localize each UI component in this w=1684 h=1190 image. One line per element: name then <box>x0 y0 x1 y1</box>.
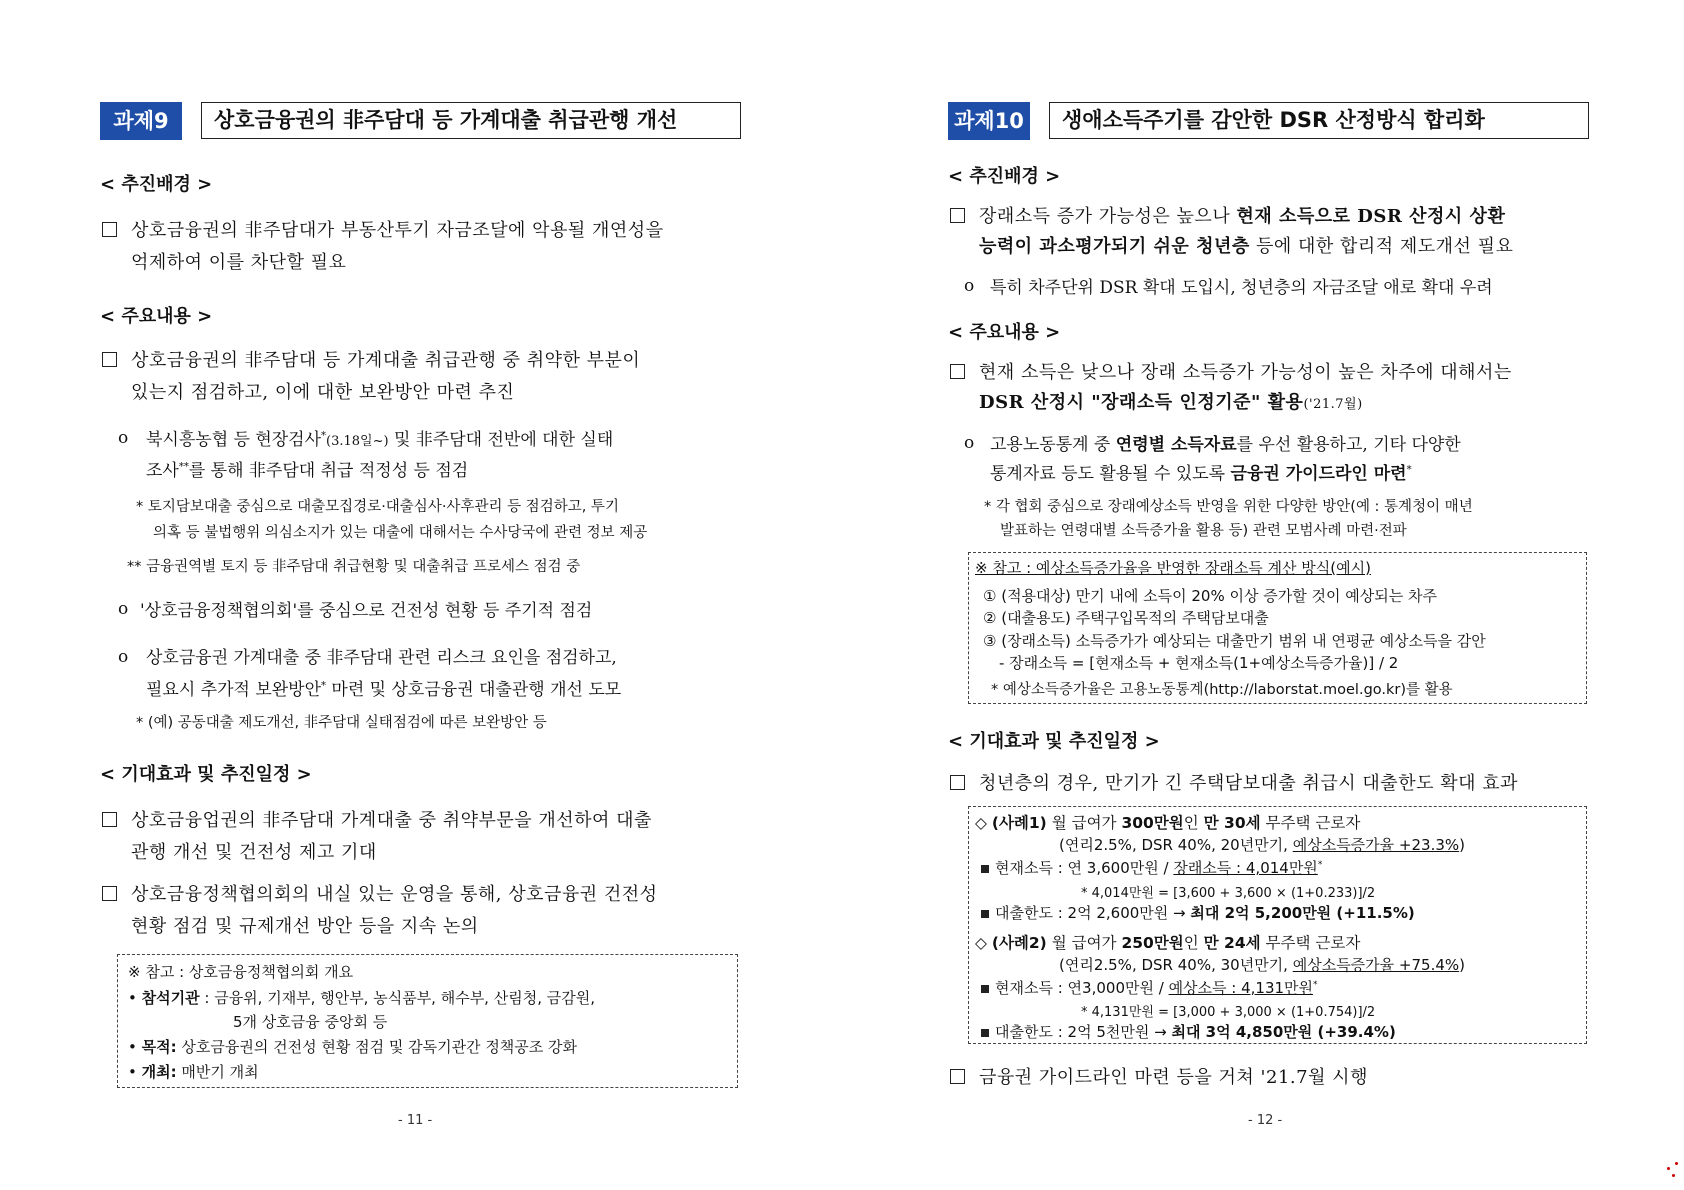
paragraph-line: 상호금융권의 非주담대가 부동산투기 자금조달에 악용될 개연성을 <box>131 220 664 241</box>
example-line <box>975 931 1360 953</box>
reference-title: ※ 참고 : 예상소득증가율을 반영한 장래소득 계산 방식(예시) <box>975 559 1371 577</box>
text-run: (연리2.5%, DSR 40%, 30년만기, <box>1059 956 1293 974</box>
task-badge: 과제10 <box>948 102 1030 140</box>
paragraph-line: 현황 점검 및 규제개선 방안 등을 지속 논의 <box>131 916 479 937</box>
text-run: DSR 산정시 "장래소득 인정기준" 활용 <box>979 392 1304 413</box>
text-run: 고용노동통계 중 <box>990 435 1116 455</box>
reference-item: ③ (장래소득) 소득증가가 예상되는 대출만기 범위 내 연평균 예상소득을 감안 <box>983 632 1486 650</box>
label: 목적: <box>141 1038 177 1056</box>
bullet-icon: • <box>128 989 137 1007</box>
text-run: 대출한도 : 2억 2,600만원 → <box>995 904 1191 922</box>
circle-bullet-icon: o <box>118 599 129 619</box>
example-line <box>1059 834 1465 855</box>
text-run: 장래소득 : 4,014만원 <box>1173 859 1318 877</box>
reference-item: 5개 상호금융 중앙회 등 <box>233 1013 388 1031</box>
text-run: (사례1) <box>991 814 1047 832</box>
footnote-mark: * <box>1406 464 1412 476</box>
checkbox-icon <box>102 812 117 827</box>
section-heading-main: < 주요내용 > <box>100 306 213 327</box>
paragraph-line: '상호금융정책협의회'를 중심으로 건전성 현황 등 주기적 점검 <box>140 601 593 621</box>
text-run: 인 <box>1183 934 1204 952</box>
footnote: * 토지담보대출 중심으로 대출모집경로·대출심사·사후관리 등 점검하고, 투기 <box>136 499 619 515</box>
task-badge: 과제9 <box>100 102 182 140</box>
reference-item: ② (대출용도) 주택구입목적의 주택담보대출 <box>983 609 1269 627</box>
section-heading-background: < 추진배경 > <box>100 174 213 195</box>
circle-bullet-icon: o <box>118 428 129 448</box>
section-heading-effects: < 기대효과 및 추진일정 > <box>948 731 1160 752</box>
footnote-mark: * <box>1313 980 1318 990</box>
footnote-mark: ** <box>178 461 189 473</box>
text-run: 현재 소득으로 DSR 산정시 상환 <box>1236 206 1506 227</box>
footnote: ** 금융권역별 토지 등 非주담대 취급현황 및 대출취급 프로세스 점검 중 <box>127 559 581 575</box>
text-run: 월 급여가 <box>1046 814 1122 832</box>
text-run: ) <box>1459 836 1465 854</box>
footnote-mark: * <box>321 430 327 442</box>
example-line: * 4,131만원 = [3,000 + 3,000 × (1+0.754)]/2 <box>1081 1005 1376 1020</box>
text-run: : 금융위, 기재부, 행안부, 농식품부, 해수부, 산림청, 금감원, <box>199 989 595 1007</box>
diamond-icon: ◇ <box>975 814 992 832</box>
red-dot-mark <box>1667 1167 1670 1170</box>
text-run: 무주택 근로자 <box>1260 814 1361 832</box>
section-heading-effects: < 기대효과 및 추진일정 > <box>100 764 312 785</box>
paragraph-line: 상호금융정책협의회의 내실 있는 운영을 통해, 상호금융권 건전성 <box>131 884 658 905</box>
text-run: ) <box>1459 956 1465 974</box>
paragraph-line <box>146 456 468 481</box>
checkbox-icon <box>102 222 117 237</box>
example-line <box>1059 954 1465 975</box>
circle-bullet-icon: o <box>118 647 129 667</box>
section-heading-main: < 주요내용 > <box>948 322 1061 343</box>
text-run: 예상소득증가율 +23.3% <box>1292 836 1460 854</box>
text-run: 마련 및 상호금융권 대출관행 개선 도모 <box>326 680 622 700</box>
text-run: 장래소득 증가 가능성은 높으나 <box>979 206 1237 227</box>
text-run: 250만원 <box>1121 934 1184 952</box>
paragraph-line: 억제하여 이를 차단할 필요 <box>131 252 347 273</box>
checkbox-icon <box>102 352 117 367</box>
example-line <box>981 857 1322 878</box>
page-number: - 12 - <box>1248 1113 1283 1128</box>
paragraph-line: 금융권 가이드라인 마련 등을 거쳐 '21.7월 시행 <box>979 1067 1368 1088</box>
example-line <box>981 1021 1396 1042</box>
text-run: 통계자료 등도 활용될 수 있도록 <box>990 464 1231 484</box>
red-dot-mark <box>1672 1174 1675 1177</box>
text-run: 금융권 가이드라인 마련 <box>1230 464 1407 484</box>
text-run: 만 24세 <box>1203 934 1261 952</box>
text-run: 를 통해 非주담대 취급 적정성 등 점검 <box>188 461 469 481</box>
square-bullet-icon <box>981 1029 989 1037</box>
paragraph-line: 특히 차주단위 DSR 확대 도입시, 청년층의 자금조달 애로 확대 우려 <box>990 278 1493 298</box>
text-run: 연령별 소득자료 <box>1115 435 1237 455</box>
footnote: 의혹 등 불법행위 의심소지가 있는 대출에 대해서는 수사당국에 관련 정보 제공 <box>153 525 648 541</box>
bullet-icon: • <box>128 1038 137 1056</box>
bullet-icon: • <box>128 1063 137 1081</box>
paragraph-line <box>990 430 1461 455</box>
label: 개최: <box>141 1063 177 1081</box>
label: 참석기관 <box>141 989 200 1007</box>
example-line <box>975 811 1360 833</box>
task-title-text: 상호금융권의 非주담대 등 가계대출 취급관행 개선 <box>214 108 678 132</box>
paragraph-line <box>146 425 613 450</box>
text-run: 현재소득 : 연3,000만원 / <box>995 979 1169 997</box>
text-run: 및 非주담대 전반에 대한 실태 <box>388 430 614 450</box>
text-run: 대출한도 : 2억 5천만원 → <box>995 1023 1172 1041</box>
checkbox-icon <box>950 364 965 379</box>
text-run: 만 30세 <box>1203 814 1261 832</box>
text-run: 300만원 <box>1121 814 1184 832</box>
circle-bullet-icon: o <box>964 276 975 296</box>
text-run: 무주택 근로자 <box>1260 934 1361 952</box>
text-run: 를 우선 활용하고, 기타 다양한 <box>1236 435 1461 455</box>
paragraph-line <box>979 388 1363 414</box>
checkbox-icon <box>950 775 965 790</box>
text-run: ('21.7월) <box>1303 397 1363 412</box>
paragraph-line: 청년층의 경우, 만기가 긴 주택담보대출 취급시 대출한도 확대 효과 <box>979 773 1518 794</box>
paragraph-line: 상호금융권 가계대출 중 非주담대 관련 리스크 요인을 점검하고, <box>146 648 617 668</box>
footnote-mark: * <box>321 680 327 692</box>
paragraph-line: 관행 개선 및 건전성 제고 기대 <box>131 842 377 863</box>
reference-item: - 장래소득 = [현재소득 + 현재소득(1+예상소득증가율)] / 2 <box>999 654 1399 672</box>
diamond-icon: ◇ <box>975 934 992 952</box>
task-title <box>1049 102 1589 139</box>
text-run: (3.18일~) <box>326 434 389 449</box>
square-bullet-icon <box>981 985 989 993</box>
text-run: 북시흥농협 등 현장검사 <box>146 430 322 450</box>
text-run: 예상소득증가율 +75.4% <box>1292 956 1460 974</box>
text-run: 인 <box>1183 814 1204 832</box>
square-bullet-icon <box>981 865 989 873</box>
paragraph-line: 현재 소득은 낮으나 장래 소득증가 가능성이 높은 차주에 대해서는 <box>979 362 1512 383</box>
text-run: 필요시 추가적 보완방안 <box>146 680 322 700</box>
text-run: 최대 2억 5,200만원 (+11.5%) <box>1190 904 1415 922</box>
paragraph-line <box>979 202 1505 228</box>
text-run: 현재소득 : 연 3,600만원 / <box>995 859 1174 877</box>
text-run: 능력이 과소평가되기 쉬운 청년층 <box>979 236 1250 257</box>
example-line <box>981 977 1318 998</box>
example-line <box>981 902 1415 923</box>
reference-item <box>128 987 595 1008</box>
section-heading-background: < 추진배경 > <box>948 166 1061 187</box>
text-run: 상호금융권의 건전성 현황 점검 및 감독기관간 정책공조 강화 <box>176 1038 578 1056</box>
page-number: - 11 - <box>398 1113 433 1128</box>
footnote: 발표하는 연령대별 소득증가율 활용 등) 관련 모범사례 마련·전파 <box>1000 523 1407 539</box>
footnote: * 각 협회 중심으로 장래예상소득 반영을 위한 다양한 방안(예 : 통계청이 매년 <box>984 499 1473 515</box>
reference-item <box>128 1061 259 1082</box>
paragraph-line <box>990 459 1412 484</box>
task-title <box>201 102 741 139</box>
text-run: 최대 3억 4,850만원 (+39.4%) <box>1171 1023 1396 1041</box>
example-line: * 4,014만원 = [3,600 + 3,600 × (1+0.233)]/2 <box>1081 886 1376 901</box>
reference-item <box>128 1036 577 1057</box>
reference-title: ※ 참고 : 상호금융정책협의회 개요 <box>128 963 354 981</box>
paragraph-line <box>146 675 621 700</box>
text-run: 등에 대한 합리적 제도개선 필요 <box>1249 236 1514 257</box>
example-box <box>968 806 1587 1044</box>
text-run: (연리2.5%, DSR 40%, 20년만기, <box>1059 836 1293 854</box>
paragraph-line: 있는지 점검하고, 이에 대한 보완방안 마련 추진 <box>131 382 515 403</box>
red-dot-mark <box>1675 1162 1678 1165</box>
paragraph-line <box>979 232 1513 258</box>
checkbox-icon <box>102 886 117 901</box>
footnote-mark: * <box>1317 860 1323 870</box>
checkbox-icon <box>950 208 965 223</box>
checkbox-icon <box>950 1069 965 1084</box>
text-run: 월 급여가 <box>1046 934 1122 952</box>
paragraph-line: 상호금융업권의 非주담대 가계대출 중 취약부문을 개선하여 대출 <box>131 810 652 831</box>
text-run: (사례2) <box>991 934 1047 952</box>
reference-item: ① (적용대상) 만기 내에 소득이 20% 이상 증가할 것이 예상되는 차주 <box>983 587 1437 605</box>
task-title-text: 생애소득주기를 감안한 DSR 산정방식 합리화 <box>1062 108 1485 132</box>
circle-bullet-icon: o <box>964 433 975 453</box>
reference-item: * 예상소득증가율은 고용노동통계(http://laborstat.moel.go.kr)를 활용 <box>991 682 1453 698</box>
reference-box <box>117 954 738 1088</box>
text-run: 예상소득 : 4,131만원 <box>1168 979 1314 997</box>
footnote: * (예) 공동대출 제도개선, 非주담대 실태점검에 따른 보완방안 등 <box>136 715 547 731</box>
paragraph-line: 상호금융권의 非주담대 등 가계대출 취급관행 중 취약한 부분이 <box>131 350 641 371</box>
text-run: 매반기 개최 <box>176 1063 259 1081</box>
reference-box <box>968 552 1587 704</box>
square-bullet-icon <box>981 910 989 918</box>
text-run: 조사 <box>146 461 179 481</box>
